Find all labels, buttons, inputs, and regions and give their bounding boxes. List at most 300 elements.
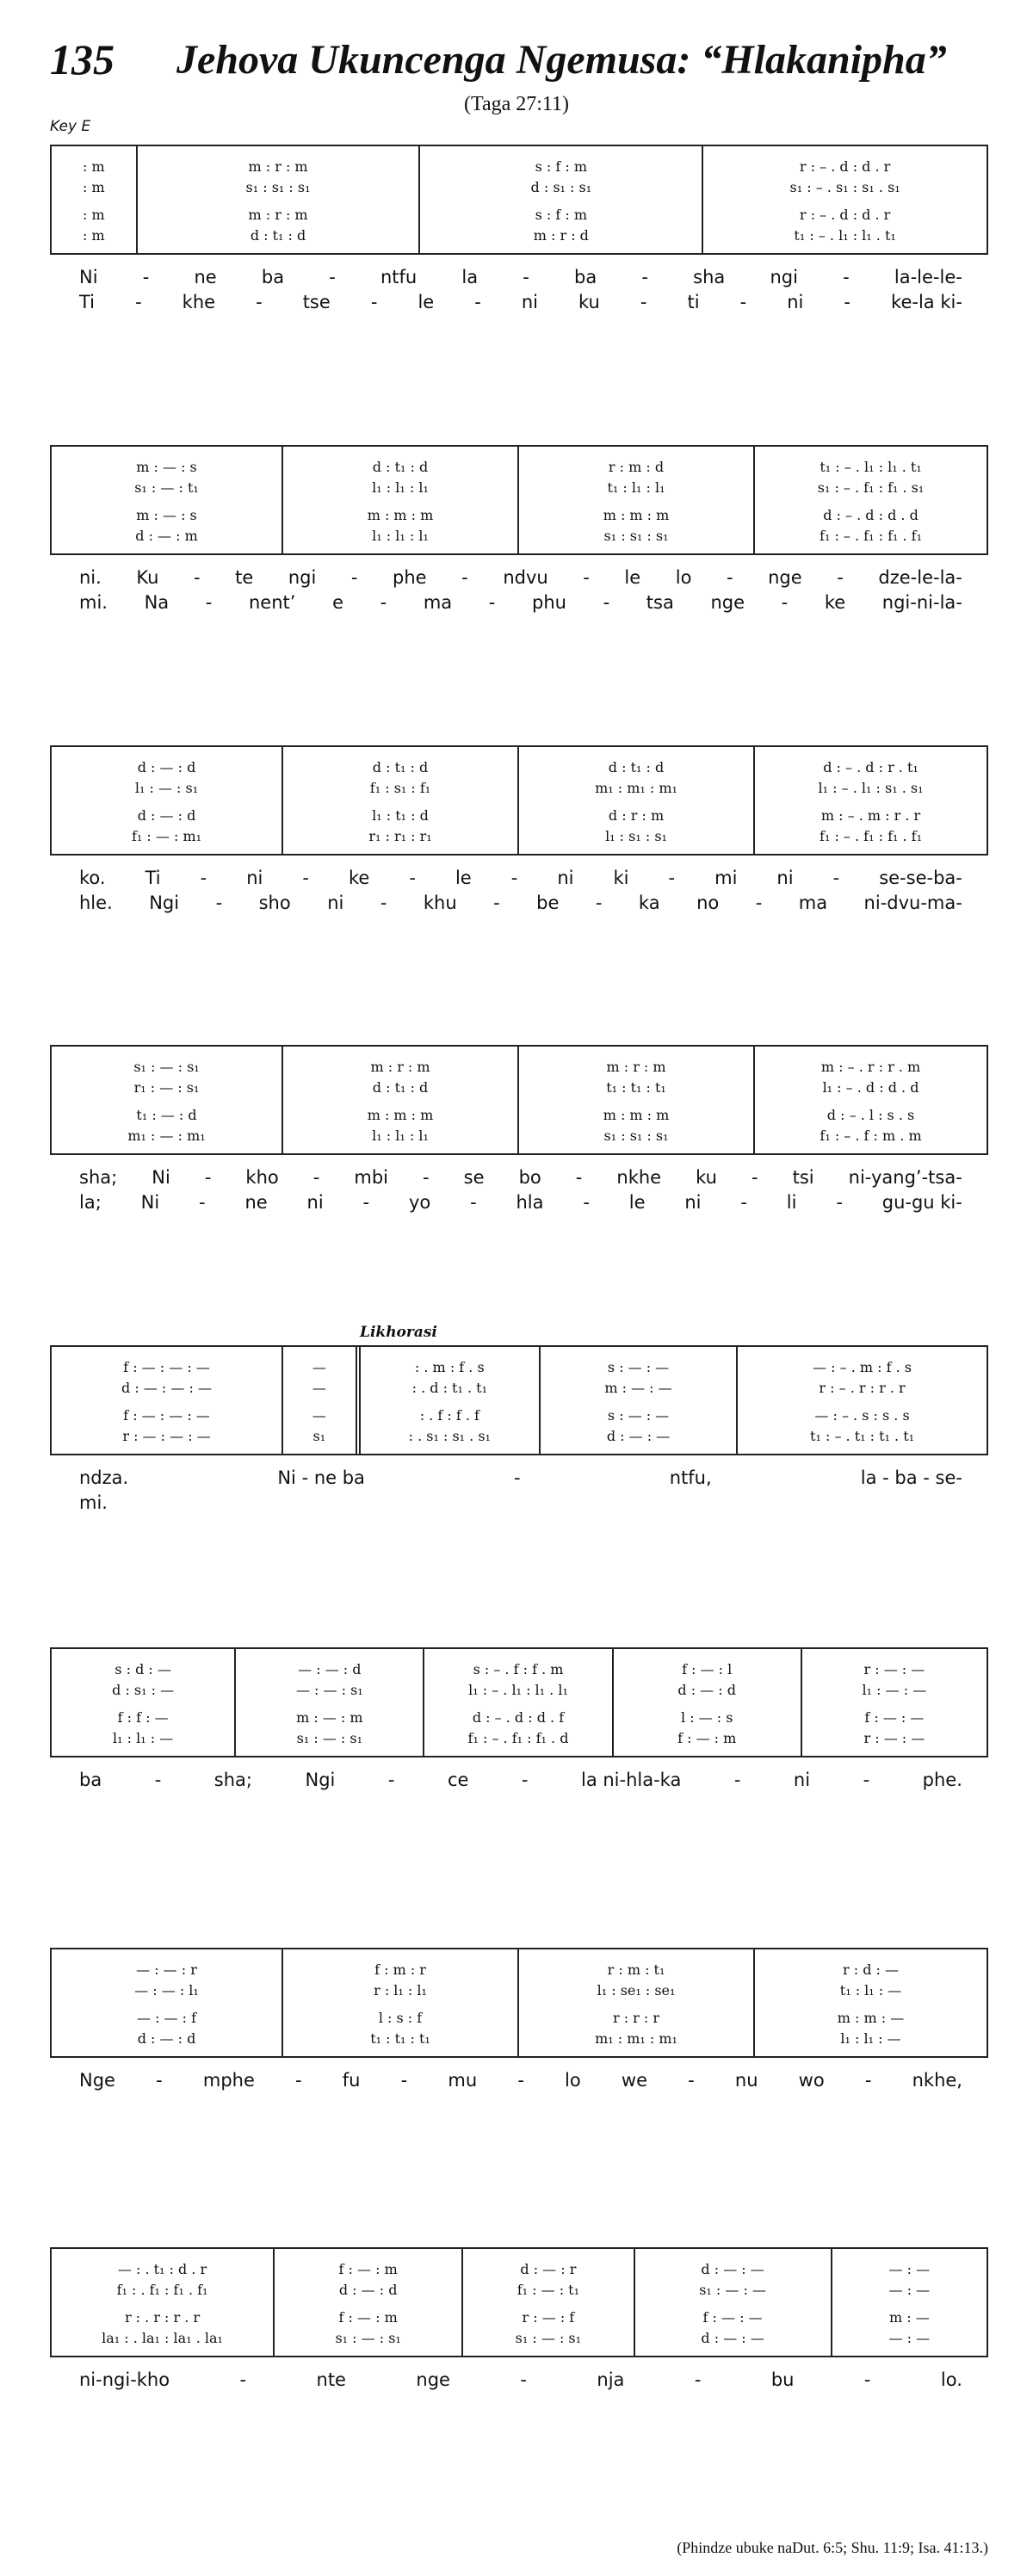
lyric-syllable: ni-dvu-ma- [863, 893, 962, 913]
lyric-syllable: mu [448, 2070, 478, 2091]
voice-line-3: m : m : m [603, 506, 670, 523]
voice-line-3: l₁ : t₁ : d [372, 806, 429, 824]
voice-line-3: d : – . d : d . f [472, 1708, 565, 1726]
voice-line-1: — : . t₁ : d . r [117, 2260, 207, 2277]
lyric-syllable: - [739, 292, 747, 312]
voice-line-3: m : m : m [367, 506, 434, 523]
voice-line-1: — : – . m : f . s [813, 1358, 912, 1375]
voice-line-2: f₁ : s₁ : f₁ [369, 779, 431, 796]
lyric-syllable: - [200, 868, 207, 888]
lyric-syllable: ce [447, 1770, 469, 1790]
lyric-syllable: ku [578, 292, 600, 312]
voice-line-1: : . m : f . s [414, 1358, 485, 1375]
voice-line-1: r : – . d : d . r [799, 158, 891, 175]
voice-line-4: f₁ : — : m₁ [131, 827, 202, 844]
lyric-syllable: - [474, 292, 481, 312]
lyric-syllable: - [329, 267, 336, 287]
lyric-syllable: la - ba - se- [860, 1467, 962, 1488]
measure [755, 1047, 987, 1153]
voice-line-4: : m [82, 226, 105, 244]
voice-line-4: f₁ : – . f₁ : f₁ . f₁ [820, 827, 922, 844]
voice-line-4: d : — : — [606, 1427, 671, 1444]
voice-line-4: d : — : — [701, 2329, 764, 2346]
lyric-syllable: - [380, 893, 387, 913]
scripture-reference: (Taga 27:11) [463, 93, 570, 115]
voice-line-2: d : t₁ : d [372, 1078, 429, 1096]
lyric-syllable: - [409, 868, 416, 888]
lyric-syllable: - [751, 1167, 758, 1188]
voice-line-4: : . s₁ : s₁ . s₁ [408, 1427, 491, 1444]
voice-line-3: m : m : m [603, 1106, 670, 1123]
music-system-6 [50, 1647, 988, 1795]
voice-line-1: m : r : m [370, 1058, 430, 1075]
measure [52, 2249, 275, 2356]
lyrics-block [50, 1467, 988, 1517]
lyric-syllable: mi. [79, 1492, 108, 1513]
voice-line-1: — : — : r [136, 1961, 197, 1978]
voice-line-1: — [312, 1358, 326, 1375]
measure [755, 1949, 987, 2056]
voice-line-1: r : — : — [863, 1660, 925, 1677]
measure [614, 1649, 802, 1756]
voice-line-3: l : s : f [378, 2009, 423, 2026]
lyric-syllable: - [740, 1192, 747, 1213]
lyric-syllable: - [603, 592, 610, 613]
measure [519, 747, 755, 854]
lyric-syllable: ni [787, 292, 804, 312]
lyric-syllable: ni [306, 1192, 324, 1213]
lyric-syllable: le [628, 1192, 646, 1213]
music-system-5 [50, 1345, 988, 1517]
measure [52, 447, 283, 553]
lyric-syllable: nge [768, 567, 802, 588]
voice-line-3: — : — : f [136, 2009, 197, 2026]
voice-line-2: l₁ : se₁ : se₁ [597, 1981, 676, 1998]
voice-line-3: f : — : — [702, 2308, 763, 2326]
lyric-syllable: se-se-ba- [879, 868, 962, 888]
lyric-syllable: ku [696, 1167, 717, 1188]
voice-line-2: f₁ : . f₁ : f₁ . f₁ [116, 2281, 208, 2298]
lyric-syllable: Ni [152, 1167, 170, 1188]
lyric-syllable: wo [798, 2070, 825, 2091]
voice-line-4: f₁ : – . f₁ : f₁ . d [467, 1729, 569, 1746]
lyric-syllable: - [733, 1770, 741, 1790]
lyric-syllable: - [135, 292, 142, 312]
measure [519, 447, 755, 553]
voice-line-4: l₁ : l₁ : l₁ [372, 1127, 429, 1144]
voice-line-3: m : r : m [248, 206, 308, 223]
lyric-syllable: phu [531, 592, 566, 613]
voice-line-1: d : t₁ : d [372, 458, 429, 475]
voice-line-2: l₁ : l₁ : l₁ [372, 479, 429, 496]
lyrics-block [50, 567, 988, 617]
measure [703, 146, 987, 253]
voice-line-1: r : m : d [608, 458, 665, 475]
lyric-syllable: - [423, 1167, 430, 1188]
voice-line-3: l : — : s [680, 1708, 733, 1726]
voice-line-3: f : — : — [864, 1708, 925, 1726]
lyric-syllable: - [520, 2369, 527, 2390]
lyric-line-1 [50, 567, 988, 592]
lyric-syllable: - [864, 2070, 872, 2091]
lyric-syllable: ni [246, 868, 263, 888]
lyric-syllable: ba [261, 267, 285, 287]
lyric-syllable: - [836, 1192, 843, 1213]
lyric-syllable: bo [518, 1167, 541, 1188]
lyric-syllable: ngi [770, 267, 798, 287]
lyric-syllable: - [832, 868, 840, 888]
lyric-line-1 [50, 1167, 988, 1192]
voice-line-3: — [312, 1406, 326, 1424]
lyric-syllable: - [461, 567, 468, 588]
lyric-line-2 [50, 893, 988, 917]
measure [52, 747, 283, 854]
voice-line-3: r : – . d : d . r [799, 206, 891, 223]
lyric-syllable: ni [521, 292, 539, 312]
voice-line-3: : m [82, 206, 105, 223]
lyric-syllable: le [455, 868, 472, 888]
measure [738, 1347, 987, 1454]
voice-line-4: t₁ : – . t₁ : t₁ . t₁ [810, 1427, 915, 1444]
lyric-syllable: - [387, 1770, 395, 1790]
lyric-syllable: - [362, 1192, 370, 1213]
voice-line-4: s₁ [312, 1427, 326, 1444]
voice-line-3: — : – . s : s . s [814, 1406, 910, 1424]
lyric-line-2 [50, 592, 988, 617]
voice-line-2: l₁ : — : — [862, 1681, 927, 1698]
lyric-syllable: - [755, 893, 763, 913]
voice-line-4: d : t₁ : d [250, 226, 306, 244]
voice-line-3: m : m : m [367, 1106, 434, 1123]
voice-line-4: — : — [888, 2329, 931, 2346]
voice-line-1: m : — : s [136, 458, 197, 475]
lyric-syllable: e [332, 592, 343, 613]
measure [275, 2249, 463, 2356]
song-number: 135 [50, 35, 114, 83]
lyric-syllable: khu [423, 893, 457, 913]
lyric-syllable: Ni [140, 1192, 160, 1213]
lyric-line-2 [50, 1192, 988, 1217]
lyric-syllable: Ku [136, 567, 159, 588]
lyric-syllable: - [726, 567, 733, 588]
lyric-syllable: Ni - ne ba [277, 1467, 365, 1488]
voice-line-3: d : – . l : s . s [826, 1106, 915, 1123]
voice-line-3: r : — : f [522, 2308, 575, 2326]
lyric-syllable: ne [194, 267, 217, 287]
lyric-syllable: mbi [354, 1167, 389, 1188]
lyric-syllable: tse [302, 292, 331, 312]
lyric-syllable: - [863, 1770, 870, 1790]
voice-line-3: r : . r : r . r [124, 2308, 201, 2326]
measure [283, 1347, 361, 1454]
lyric-syllable: - [521, 1770, 529, 1790]
voice-line-1: : m [82, 158, 105, 175]
lyric-syllable: - [493, 893, 500, 913]
voice-line-4: s₁ : — : s₁ [296, 1729, 362, 1746]
lyric-syllable: ko. [79, 868, 106, 888]
lyric-syllable: ni. [79, 567, 102, 588]
voice-line-4: r₁ : r₁ : r₁ [368, 827, 432, 844]
lyric-syllable: nu [734, 2070, 758, 2091]
voice-line-3: m : m : — [837, 2009, 905, 2026]
lyric-syllable: - [575, 1167, 583, 1188]
measure [519, 1949, 755, 2056]
voice-line-1: r : m : t₁ [607, 1961, 665, 1978]
lyric-syllable: - [302, 868, 309, 888]
voice-line-2: t₁ : l₁ : l₁ [607, 479, 665, 496]
lyric-syllable: phe. [922, 1770, 962, 1790]
lyric-syllable: - [863, 2369, 871, 2390]
lyric-syllable: khe [182, 292, 216, 312]
voice-line-1: d : – . d : r . t₁ [823, 758, 919, 775]
lyrics-block [50, 2369, 988, 2394]
voice-line-2: m : — : — [604, 1379, 672, 1396]
voice-line-4: f₁ : – . f : m . m [820, 1127, 922, 1144]
lyric-syllable: le [624, 567, 641, 588]
voice-line-2: r₁ : — : s₁ [133, 1078, 200, 1096]
lyric-syllable: - [370, 292, 378, 312]
lyric-syllable: - [470, 1192, 477, 1213]
lyric-syllable: - [194, 567, 201, 588]
lyric-syllable: - [256, 292, 263, 312]
lyric-syllable: phe [393, 567, 427, 588]
lyric-syllable: - [154, 1770, 162, 1790]
lyric-syllable: - [156, 2070, 163, 2091]
voice-line-1: s : d : — [114, 1660, 171, 1677]
solfa-staff [50, 145, 988, 255]
voice-line-3: m : — : m [296, 1708, 363, 1726]
solfa-staff [50, 745, 988, 856]
lyric-syllable: ni [327, 893, 344, 913]
voice-line-2: d : — : — : — [121, 1379, 212, 1396]
measure [635, 2249, 832, 2356]
lyric-syllable: la ni-hla-ka [580, 1770, 682, 1790]
solfa-staff [50, 1345, 988, 1455]
lyric-syllable: - [523, 267, 529, 287]
lyrics-block [50, 868, 988, 917]
key-signature: Key E [50, 118, 91, 135]
voice-line-2: l₁ : – . d : d . d [822, 1078, 919, 1096]
lyric-syllable: yo [408, 1192, 431, 1213]
lyric-syllable: kho [245, 1167, 279, 1188]
voice-line-4: d : — : d [137, 2029, 196, 2047]
voice-line-4: m₁ : m₁ : m₁ [595, 2029, 677, 2047]
lyric-syllable: nja [597, 2369, 625, 2390]
voice-line-4: r : — : — : — [122, 1427, 211, 1444]
lyric-syllable: - [380, 592, 387, 613]
voice-line-4: t₁ : – . l₁ : l₁ . t₁ [794, 226, 896, 244]
voice-line-1: s : – . f : f . m [473, 1660, 564, 1677]
voice-line-4: m₁ : — : m₁ [127, 1127, 206, 1144]
voice-line-3: f : — : — : — [123, 1406, 210, 1424]
measure [52, 146, 138, 253]
voice-line-2: l₁ : – . l₁ : s₁ . s₁ [818, 779, 924, 796]
measure [541, 1347, 738, 1454]
voice-line-4: r : — : — [863, 1729, 925, 1746]
lyric-syllable: sho [258, 893, 291, 913]
lyric-syllable: ni [684, 1192, 702, 1213]
lyric-syllable: ke [349, 868, 370, 888]
voice-line-3: m : – . m : r . r [820, 806, 921, 824]
music-system-8 [50, 2247, 988, 2394]
lyric-syllable: ka [638, 893, 660, 913]
lyric-syllable: - [641, 267, 648, 287]
lyric-syllable: no [696, 893, 720, 913]
lyric-syllable: ne [244, 1192, 268, 1213]
voice-line-4: s₁ : — : s₁ [515, 2329, 582, 2346]
voice-line-1: m : r : m [606, 1058, 666, 1075]
voice-line-3: t₁ : — : d [136, 1106, 197, 1123]
lyric-syllable: te [235, 567, 254, 588]
measure [283, 747, 519, 854]
lyric-syllable: hla [516, 1192, 544, 1213]
lyric-line-1 [50, 868, 988, 893]
lyric-syllable: ke [824, 592, 846, 613]
voice-line-2: d : — : d [677, 1681, 736, 1698]
lyric-syllable: ti [687, 292, 700, 312]
lyric-line-2 [50, 292, 988, 317]
lyric-line-1 [50, 2369, 988, 2394]
voice-line-2: t₁ : t₁ : t₁ [606, 1078, 666, 1096]
lyric-line-1 [50, 267, 988, 292]
measure [832, 2249, 987, 2356]
lyric-syllable: - [583, 1192, 590, 1213]
voice-line-1: r : d : — [843, 1961, 900, 1978]
measure [424, 1649, 613, 1756]
solfa-staff [50, 2247, 988, 2357]
voice-line-1: d : — : r [520, 2260, 577, 2277]
music-system-4 [50, 1045, 988, 1217]
lyric-syllable: - [844, 292, 851, 312]
voice-line-2: d : — : d [338, 2281, 398, 2298]
lyric-syllable: gu-gu ki- [881, 1192, 962, 1213]
lyric-syllable: ni [776, 868, 794, 888]
voice-line-3: d : r : m [608, 806, 665, 824]
voice-line-4: m : r : d [533, 226, 589, 244]
lyric-syllable: we [621, 2070, 647, 2091]
voice-line-3: s : — : — [607, 1406, 670, 1424]
lyric-syllable: - [488, 592, 496, 613]
lyric-syllable: ndza. [79, 1467, 129, 1488]
lyric-line-1 [50, 1770, 988, 1795]
voice-line-2: : m [82, 178, 105, 195]
voice-line-2: t₁ : l₁ : — [839, 1981, 902, 1998]
lyric-syllable: mi [714, 868, 738, 888]
lyric-syllable: - [312, 1167, 320, 1188]
lyric-syllable: tsa [646, 592, 674, 613]
lyric-syllable: ni-yang’-tsa- [848, 1167, 962, 1188]
lyric-syllable: ba [79, 1770, 102, 1790]
footer-references: (Phindze ubuke naDut. 6:5; Shu. 11:9; Isa. 41:13.) [677, 2539, 988, 2556]
voice-line-2: — : — [888, 2281, 931, 2298]
lyric-line-1 [50, 2070, 988, 2095]
measure [361, 1347, 541, 1454]
voice-line-4: s₁ : — : s₁ [335, 2329, 401, 2346]
voice-line-2: s₁ : — : — [699, 2281, 766, 2298]
lyric-syllable: mi. [79, 592, 108, 613]
measure [138, 146, 421, 253]
measure [283, 1949, 519, 2056]
lyric-syllable: - [199, 1192, 206, 1213]
lyric-syllable: Ti [145, 868, 161, 888]
measure [52, 1649, 236, 1756]
lyric-syllable: Ni [79, 267, 98, 287]
voice-line-2: — : — : l₁ [134, 1981, 199, 1998]
lyric-syllable: nkhe [616, 1167, 662, 1188]
measure [755, 447, 987, 553]
measure [283, 1047, 519, 1153]
voice-line-2: f₁ : — : t₁ [516, 2281, 580, 2298]
voice-line-1: d : t₁ : d [608, 758, 665, 775]
lyric-syllable: - [688, 2070, 695, 2091]
lyric-syllable: mphe [202, 2070, 255, 2091]
lyric-syllable: ni [793, 1770, 811, 1790]
lyric-syllable: - [510, 868, 518, 888]
voice-line-4: la₁ : . la₁ : la₁ . la₁ [102, 2329, 223, 2346]
music-system-3 [50, 745, 988, 917]
measure [802, 1649, 987, 1756]
voice-line-1: f : m : r [374, 1961, 426, 1978]
voice-line-1: f : — : l [682, 1660, 733, 1677]
lyric-syllable: Ti [79, 292, 96, 312]
lyric-syllable: - [400, 2070, 408, 2091]
voice-line-2: r : l₁ : l₁ [374, 1981, 427, 1998]
voice-line-2: — [312, 1379, 326, 1396]
lyric-syllable: le [418, 292, 435, 312]
lyric-syllable: tsi [792, 1167, 814, 1188]
voice-line-3: m : — : s [136, 506, 197, 523]
voice-line-4: t₁ : t₁ : t₁ [370, 2029, 430, 2047]
lyric-syllable: sha [693, 267, 726, 287]
voice-line-4: f : — : m [677, 1729, 737, 1746]
lyrics-block [50, 1770, 988, 1795]
lyric-syllable: - [204, 1167, 212, 1188]
voice-line-3: d : – . d : d . d [823, 506, 919, 523]
voice-line-1: t₁ : – . l₁ : l₁ . t₁ [820, 458, 922, 475]
lyric-syllable: - [583, 567, 590, 588]
lyric-syllable: - [350, 567, 358, 588]
lyric-syllable: ntfu, [669, 1467, 712, 1488]
lyric-syllable: nte [316, 2369, 346, 2390]
measure [52, 1949, 283, 2056]
lyric-syllable: nge [416, 2369, 450, 2390]
voice-line-3: : . f : f . f [419, 1406, 479, 1424]
solfa-staff [50, 445, 988, 555]
music-system-7 [50, 1948, 988, 2095]
lyric-line-2 [50, 1492, 988, 1517]
voice-line-4: s₁ : s₁ : s₁ [603, 527, 669, 544]
voice-line-1: s : — : — [607, 1358, 670, 1375]
music-system-1 [50, 145, 988, 317]
voice-line-1: s₁ : — : s₁ [133, 1058, 200, 1075]
lyric-syllable: li [786, 1192, 797, 1213]
lyric-syllable: - [215, 893, 223, 913]
voice-line-2: m₁ : m₁ : m₁ [595, 779, 677, 796]
voice-line-1: d : — : — [701, 2260, 764, 2277]
lyric-syllable: ngi-ni-la- [881, 592, 962, 613]
lyric-syllable: - [142, 267, 150, 287]
lyric-syllable: - [205, 592, 213, 613]
voice-line-2: d : s₁ : s₁ [530, 178, 592, 195]
voice-line-3: s : f : m [535, 206, 588, 223]
lyric-syllable: ma [798, 893, 828, 913]
song-title: Jehova Ukuncenga Ngemusa: “Hlakanipha” [176, 37, 947, 83]
lyric-syllable: - [514, 1467, 521, 1488]
lyric-syllable: - [843, 267, 850, 287]
lyric-syllable: ni-ngi-kho [79, 2369, 170, 2390]
lyric-syllable: - [295, 2070, 302, 2091]
lyric-syllable: ni [557, 868, 574, 888]
